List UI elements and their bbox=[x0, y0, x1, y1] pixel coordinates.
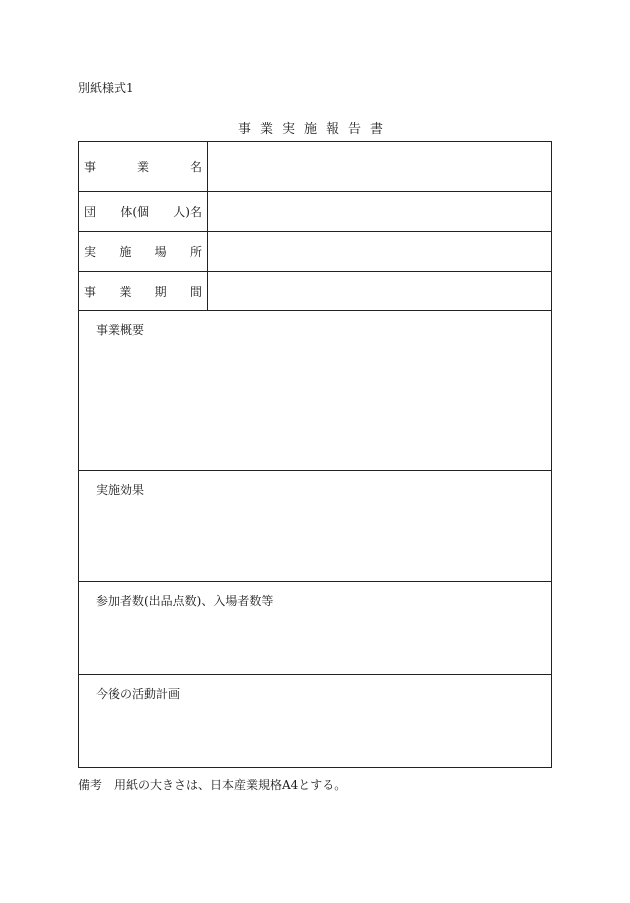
section-future-plan[interactable] bbox=[79, 675, 551, 767]
value-period[interactable] bbox=[208, 272, 551, 310]
label-char: 期 bbox=[154, 284, 167, 299]
value-organization[interactable] bbox=[208, 192, 551, 231]
row-organization bbox=[79, 192, 551, 232]
report-table bbox=[78, 141, 552, 768]
form-number: 別紙様式1 bbox=[78, 81, 134, 95]
value-venue[interactable] bbox=[208, 232, 551, 271]
value-project-name[interactable] bbox=[208, 142, 551, 191]
label-char: 業 bbox=[136, 160, 149, 174]
label-char: 体(個 bbox=[120, 205, 149, 219]
label-period bbox=[79, 272, 208, 310]
section-effects[interactable] bbox=[79, 471, 551, 582]
section-label-participants: 参加者数(出品点数)、入場者数等 bbox=[96, 594, 274, 608]
label-char: 間 bbox=[189, 284, 202, 299]
label-char: 団 bbox=[84, 205, 97, 219]
label-venue bbox=[79, 232, 208, 271]
page-title: 事業実施報告書 bbox=[237, 122, 392, 137]
row-project-name bbox=[79, 142, 551, 192]
label-char: 場 bbox=[154, 245, 167, 259]
label-char: 施 bbox=[119, 245, 132, 259]
footnote: 備考 用紙の大きさは、日本産業規格A4とする。 bbox=[78, 778, 347, 792]
section-participants[interactable] bbox=[79, 582, 551, 675]
label-char: 業 bbox=[119, 284, 132, 299]
label-char: 実 bbox=[84, 245, 97, 259]
label-char: 名 bbox=[189, 160, 202, 174]
row-period bbox=[79, 272, 551, 311]
section-label-effects: 実施効果 bbox=[96, 483, 145, 497]
label-char: 所 bbox=[189, 245, 202, 259]
label-project-name bbox=[79, 142, 208, 191]
label-char: 事 bbox=[84, 160, 97, 174]
section-label-overview: 事業概要 bbox=[96, 323, 145, 337]
label-organization bbox=[79, 192, 208, 231]
row-venue bbox=[79, 232, 551, 272]
section-label-future-plan: 今後の活動計画 bbox=[96, 687, 181, 701]
label-char: 人)名 bbox=[173, 205, 202, 219]
label-char: 事 bbox=[84, 284, 97, 299]
section-overview[interactable] bbox=[79, 311, 551, 471]
